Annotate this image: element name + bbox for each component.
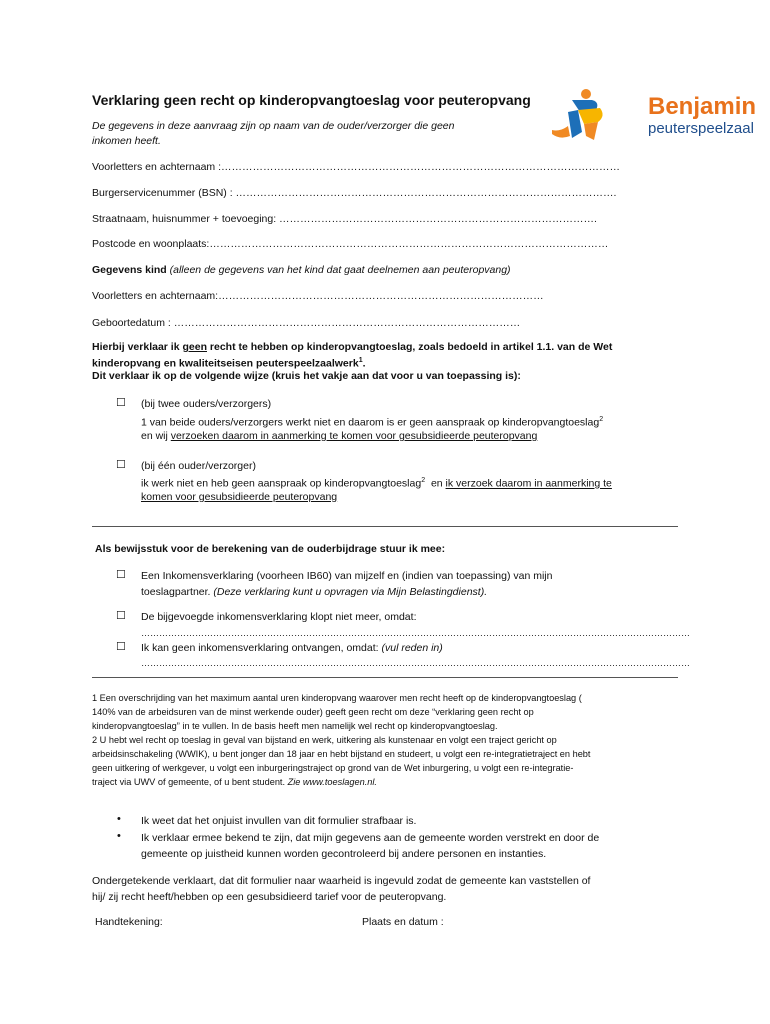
proof-item3-note: (vul reden in): [381, 642, 443, 654]
bullet-1-icon: •: [117, 813, 121, 825]
option1-text-2: en wij: [141, 430, 171, 442]
proof-heading: Als bewijsstuk voor de berekening van de ouderbijdrage stuur ik mee:: [95, 543, 446, 555]
option1-request: verzoeken daarom in aanmerking te komen voor gesubsidieerde peuteropvang: [170, 430, 538, 442]
option2-line-1: (bij één ouder/verzorger): [141, 460, 256, 472]
footnote-1-line-3: kinderopvangtoeslag” in te vullen. In de basis heeft men namelijk wel recht op kinderopvangtoeslag.: [92, 721, 498, 731]
option2-and: en: [425, 477, 446, 490]
bullet-2-icon: •: [117, 830, 121, 842]
footnote-ref-2b: 2: [421, 477, 426, 484]
intro-line-1: De gegevens in deze aanvraag zijn op naam van de ouder/verzorger die geen: [92, 120, 455, 132]
footnote-2-line-3: geen uitkering of werkgever, u volgt een inburgeringstraject op grond van de Wet inburgering, u volgt een re-integratie-: [92, 763, 574, 773]
proof-item1-line-2: [141, 585, 487, 599]
option1-line-3: [141, 429, 537, 443]
proof-item3-line: [141, 641, 443, 655]
proof-item1-checkbox[interactable]: ☐: [116, 569, 126, 581]
footnote-1-line-1: 1 Een overschrijding van het maximum aantal uren kinderopvang waarover men recht heeft op de kinderopvangtoeslag (: [92, 693, 582, 703]
child-name-field[interactable]: Voorletters en achternaam:…………………………………………………………………………………: [92, 290, 544, 302]
footnote-2-line-1: 2 U hebt wel recht op toeslag in geval van bijstand en werk, uitkering als kunstenaar en volgt een traject gericht op: [92, 735, 557, 745]
footnote-2-line-2: arbeidsinschakeling (WWIK), u bent jonger dan 18 jaar en hebt bijstand en studeert, u volgt een re-integratietraject en hebt: [92, 749, 591, 759]
benjamin-logo: [550, 86, 760, 144]
declaration-law: kinderopvang en kwaliteitseisen peuterspeelzaalwerk: [92, 357, 359, 370]
declaration-line-3: Dit verklaar ik op de volgende wijze (kruis het vakje aan dat voor u van toepassing is):: [92, 370, 521, 382]
field-postcode[interactable]: Postcode en woonplaats:……………………………………………………………………………………………………: [92, 238, 609, 250]
bullet-1-text: Ik weet dat het onjuist invullen van dit formulier strafbaar is.: [141, 815, 417, 827]
proof-item3-checkbox[interactable]: ☐: [116, 641, 126, 653]
footnote-2-line-4: [92, 776, 377, 790]
divider-1: [92, 526, 678, 527]
footnote-ref-2: 2: [599, 416, 604, 423]
proof-item2-checkbox[interactable]: ☐: [116, 610, 126, 622]
proof-item1-partner: toeslagpartner.: [141, 586, 214, 598]
bullet-2-line-2: gemeente op juistheid kunnen worden gecontroleerd bij andere personen en instanties.: [141, 848, 547, 860]
option2-request: ik verzoek daarom in aanmerking te: [445, 477, 612, 490]
child-dob-field[interactable]: Geboortedatum : ………………………………………………………………………………………: [92, 317, 521, 329]
footnote-2-link[interactable]: Zie www.toeslagen.nl.: [287, 777, 377, 787]
intro-line-2: inkomen heeft.: [92, 135, 161, 147]
option1-text: 1 van beide ouders/verzorgers werkt niet en daarom is er geen aanspraak op kinderopvangtoeslag: [141, 416, 600, 429]
declaration-text-2: recht te hebben op kinderopvangtoeslag, zoals bedoeld in artikel 1.1. van de Wet: [207, 341, 613, 353]
closing-line-1: Ondergetekende verklaart, dat dit formulier naar waarheid is ingevuld zodat de gemeente kan vaststellen of: [92, 875, 591, 887]
field-street[interactable]: Straatnaam, huisnummer + toevoeging: ……………………………………………………………………………….: [92, 213, 597, 225]
field-bsn[interactable]: Burgerservicenummer (BSN) : ……………………………………………………………………………………………….: [92, 187, 617, 199]
footnote-1-line-2: 140% van de arbeidsuren van de minst werkende ouder) geeft geen recht om deze “verklaring geen recht op: [92, 707, 534, 717]
place-date-label[interactable]: Plaats en datum :: [362, 916, 444, 928]
field-name[interactable]: Voorletters en achternaam :……………………………………………………………………………………………………: [92, 161, 620, 173]
declaration-line-1: [92, 340, 612, 354]
divider-2: [92, 677, 678, 678]
option2-text: ik werk niet en heb geen aanspraak op kinderopvangtoeslag: [141, 477, 422, 490]
option1-checkbox[interactable]: ☐: [116, 397, 126, 409]
signature-label[interactable]: Handtekening:: [95, 916, 163, 928]
declaration-geen: geen: [182, 341, 207, 353]
declaration-dot: .: [362, 357, 366, 370]
proof-item2-line: De bijgevoegde inkomensverklaring klopt niet meer, omdat:: [141, 611, 417, 623]
bullet-2-line-1: Ik verklaar ermee bekend te zijn, dat mijn gegevens aan de gemeente worden verstrekt en door de: [141, 832, 600, 844]
footnote-ref-1: 1: [358, 357, 363, 364]
proof-item1-line-1: Een Inkomensverklaring (voorheen IB60) van mijzelf en (indien van toepassing) van mijn: [141, 570, 553, 582]
option1-line-1: (bij twee ouders/verzorgers): [141, 398, 272, 410]
child-heading-line: [92, 263, 511, 277]
footnote-2-text: traject via UWV of gemeente, of u bent student.: [92, 777, 288, 787]
document-title: Verklaring geen recht op kinderopvangtoeslag voor peuteropvang: [92, 92, 531, 108]
proof-item3-dots[interactable]: …………………………………………………………………………………………………………………………………………………………………: [141, 658, 690, 668]
child-note: (alleen de gegevens van het kind dat gaat deelnemen aan peuteropvang): [169, 264, 511, 276]
option2-line-3: komen voor gesubsidieerde peuteropvang: [141, 491, 338, 503]
child-heading: Gegevens kind: [92, 264, 167, 276]
declaration-text: Hierbij verklaar ik: [92, 341, 183, 353]
option2-checkbox[interactable]: ☐: [116, 459, 126, 471]
logo-name: Benjamin: [648, 93, 757, 120]
proof-item3-text: Ik kan geen inkomensverklaring ontvangen, omdat:: [141, 642, 382, 654]
closing-line-2: hij/ zij recht heeft/hebben op een gesubsidieerd tarief voor de peuteropvang.: [92, 891, 447, 903]
logo-mark-icon: [550, 86, 612, 144]
proof-item2-dots[interactable]: …………………………………………………………………………………………………………………………………………………………………: [141, 628, 690, 638]
option2-line-2: [141, 474, 612, 491]
proof-item1-note: (Deze verklaring kunt u opvragen via Mijn Belastingdienst).: [213, 586, 488, 598]
logo-subtitle: peuterspeelzaal: [648, 120, 754, 137]
option1-line-2: [141, 413, 603, 430]
